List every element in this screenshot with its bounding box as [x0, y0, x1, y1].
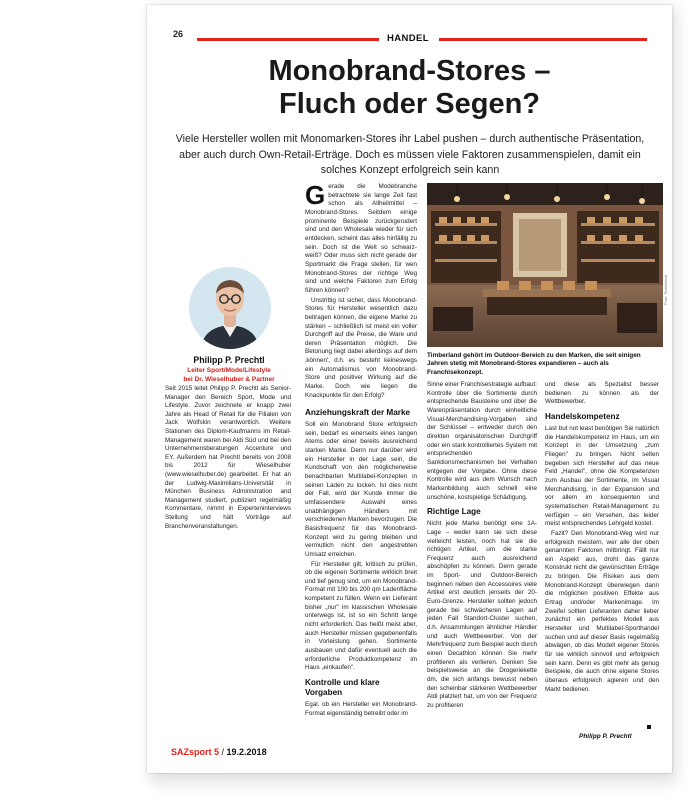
article-column-3 — [427, 381, 537, 757]
col2-paragraph-1: Soll ein Monobrand Store erfolgreich sein, bedarf es einerseits eines langen Atems oder einer bereits ausreichend starken Marke. Denn nur darüber wird ein Hersteller in der Lage sein, die Kundschaft von den möglicherweise benachbarten Multilabel-Konzepten in seinen Laden zu locken. Ist dies nicht der Fall, wird der Kunde immer die umfassendere Auswahl eines unabhängigen Händlers mit verschiedenen Marken bevorzugen. Die Basisfrequenz für das Monobrand-Konzept wird zu gering bleiben und vermutlich nicht den angestrebten Umsatz erreichen. — [305, 421, 417, 558]
author-role-line-2: bei Dr. Wieselhuber & Partner — [183, 375, 275, 383]
photo-caption: Timberland gehört im Outdoor-Bereich zu den Marken, die seit einigen Jahren stetig mit Monobrand-Stores expandieren – auch als Franchisekonzept. — [427, 352, 641, 376]
subheading-richtige-lage: Richtige Lage — [427, 507, 481, 517]
page-number: 26 — [173, 29, 184, 39]
col3-paragraph-2: Nicht jede Marke benötigt eine 1A-Lage – weder kann sie sich diese vielleicht leisten, noch hat sie die richtigen Artikel, um die starke Frequenz auch ausreichend abschöpfen zu können. Denn gerade im Sport- und Outdoor-Bereich beginnen neben den Accessoires viele Artikel erst deutlich jenseits der 20-Euro-Grenze. Hersteller sollten jedoch gerade bei schwächeren Lagen auf jeden Fall Standort-Cluster suchen, d.h. Ansammlungen ähnlicher Händler und auch Wettbewerber. Von der Mehrfrequenz zum Beispiel auch durch einen Decathlon können Sie mehr profitieren als verlieren. Denken Sie beispielsweise an die Drogeriekette dm, die sich anfangs bewusst neben den scheinbar stärkeren Wettbewerber Aldi platziert hat, um von der Frequenz zu profitieren — [427, 520, 537, 709]
title-line-1: Monobrand-Stores – — [268, 55, 551, 87]
footer-date: 19.2.2018 — [226, 747, 267, 757]
article-column-4 — [545, 381, 659, 729]
title-line-2: Fluch oder Segen? — [278, 88, 541, 120]
col4-paragraph-1: und diese als Spezialist besser bedienen zu können als der Wettbewerber. — [545, 381, 659, 406]
subheading-handelskompetenz: Handelskompetenz — [545, 411, 620, 421]
store-photo — [427, 183, 663, 347]
col2-paragraph-2: Für Hersteller gilt, kritisch zu prüfen, ob die eigenen Sortimente wirklich breit und tief genug sind, um ein Monobrand-Format mit 100 bis 200 qm Ladenfläche kompetent zu füllen. Wenn ein Lieferant bisher „nur" im klassischen Wholesale unterwegs ist, ist so ein Schritt lange nicht erforderlich. Das heißt meist aber, auch Hersteller müssen gegebenenfalls in Vorleistung gehen. Sortimente ausbauen und dafür eventuell auch die erforderliche Produktkompetenz im Haus „einkaufen". — [305, 560, 417, 672]
author-role — [161, 367, 297, 384]
header-rule-left — [197, 38, 379, 41]
article-column-2 — [305, 403, 417, 758]
author-name: Philipp P. Prechtl — [193, 355, 265, 365]
author-role-line-1: Leiter Sport/Mode/Lifestyle — [187, 367, 271, 374]
author-portrait — [189, 267, 271, 349]
author-bio: Seit 2015 leitet Philipp P. Prechtl als Senior-Manager den Bereich Sport, Mode und Lifestyle. Zuvor zeichnete er knapp zwei Jahre als Head of Retail für die Filialen von Jack Wolfskin verantwortlich. Weitere Stationen des Diplom-Kaufmanns im Retail-Management waren bei Aldi Süd und bei den Unternehmensberatungen Accenture und EY. Außerdem hat Prechtl bereits von 2008 bis 2012 für Wieselhuber (www.wieselhuber.de) gearbeitet. Er hat an der Ludwig-Maximilians-Universität in München Business Administration and Management studiert, publiziert regelmäßig Kommentare, nimmt in Experteninterviews Stellung und hält Vorträge auf Branchenveranstaltungen. — [165, 385, 291, 530]
col1-paragraph-2: Unstrittig ist sicher, dass Monobrand-Stores für Hersteller wesentlich dazu beitragen können, die eigene Marke zu stärken – schließlich ist meist ein voller Durchgriff auf die Preise, die Ware und deren Präsentation möglich. Die Betonung liegt dabei allerdings auf dem ‚können', d.h. es besteht keineswegs ein Automatismus von Monobrand-Store und positiver Wirkung auf die Marke. Doch wie liegen die Knackpunkte für den Erfolg? — [305, 296, 417, 399]
photo-credit: Foto: Timberland — [663, 274, 668, 305]
header-rule-right — [439, 38, 647, 41]
subheading-kontrolle: Kontrolle und klare Vorgaben — [305, 678, 380, 698]
col3-paragraph-1: Sinne einer Franchisestrategie aufbaut: Kontrolle über die Sortimente durch entsprechende Bausteine und über die Warenpräsentation durch einheitliche Visual-Merchandising-Vorgaben sind der Schlüssel – entweder durch den direkten organisatorischen Durchgriff oder ein stark kontrolliertes System mit entsprechenden Sanktionsmechanismen bei Verhalten entgegen der Vorgabe. Ohne diese Kontrolle wird aus dem Wunsch nach Markenbildung auch schnell eine unschöne, kostspielige Schädigung. — [427, 381, 537, 501]
lead-paragraph: Viele Hersteller wollen mit Monomarken-Stores ihr Label pushen – durch authentische Präsentation, aber auch durch Own-Retail-Erträge. Doch es müssen viele Faktoren zusammenspielen, damit ein solches Konzept erfolgreich sein kann — [175, 133, 645, 176]
section-label: HANDEL — [387, 33, 429, 44]
magazine-page — [147, 5, 672, 773]
col4-paragraph-3: Fazit? Den Monobrand-Weg wird nur erfolgreich meistern, wer alle der oben genannten Faktoren mitbringt. Fällt nur ein Aspekt aus, droht das ganze Konstrukt nicht die gewünschten Erträge zu bringen. Die Risiken aus dem Monobrand-Konzept überwiegen dann die möglichen positiven Effekte aus Ertrag und/oder Markenimage. Im Zweifel sollten Lieferanten daher lieber zunächst ein perfektes Modell aus Hersteller und Multilabel-Sporthandel suchen und auf dieser Basis regelmäßig abwägen, ob das Modell eigener Stores für sie wirklich sinnvoll und erfolgreich sein kann. Denn es gibt mehr als genug Beispiele, die auch ohne eigene Stores überaus erfolgreich agieren und den Markt bedienen. — [545, 529, 659, 693]
page-title — [177, 55, 642, 121]
col4-paragraph-2: Last but not least benötigen Sie natürlich die Handelskompetenz im Haus, um ein Konzept in der Umsetzung „zum Fliegen" zu bringen. Nicht selten begeben sich Hersteller auf das neue Feld „Handel", ohne die Kompetenzen zum Ausbau der Sortimente, im Visual Merchandising, in der Expansion und vor allem im konsequenten und systematischen Retail-Management zu verfügen – ein Versehen, das leider meist entsprechendes Lehrgeld kostet. — [545, 424, 659, 528]
article-column-1 — [305, 183, 417, 403]
footer-separator: / — [219, 747, 227, 757]
end-mark-icon — [647, 725, 651, 729]
col1-paragraph-1: erade die Modebranche betrachtete sie lange Zeit fast schon als Allheilmittel – Monobrand-Stores. Seitdem einige prominente Beispiele zurückgerudert sind und den Wholesale wieder für sich entdecken, scheint das alles hinfällig zu sein. Doch ist die Welt so schwarz-weiß? Oder muss sich nicht gerade der Sportmarkt die Frage stellen, für wen Monobrand-Stores der richtige Weg sind und welche Faktoren zum Erfolg führen können? — [305, 183, 417, 294]
col2-paragraph-3: Egal, ob ein Hersteller ein Monobrand-Format eigenständig betreibt oder im — [305, 701, 417, 717]
page-footer — [171, 747, 267, 757]
subheading-anziehungskraft: Anziehungskraft der Marke — [305, 408, 411, 417]
article-signature: Philipp P. Prechtl — [579, 733, 632, 740]
drop-cap: G — [305, 183, 326, 210]
footer-brand: SAZsport 5 — [171, 747, 220, 757]
